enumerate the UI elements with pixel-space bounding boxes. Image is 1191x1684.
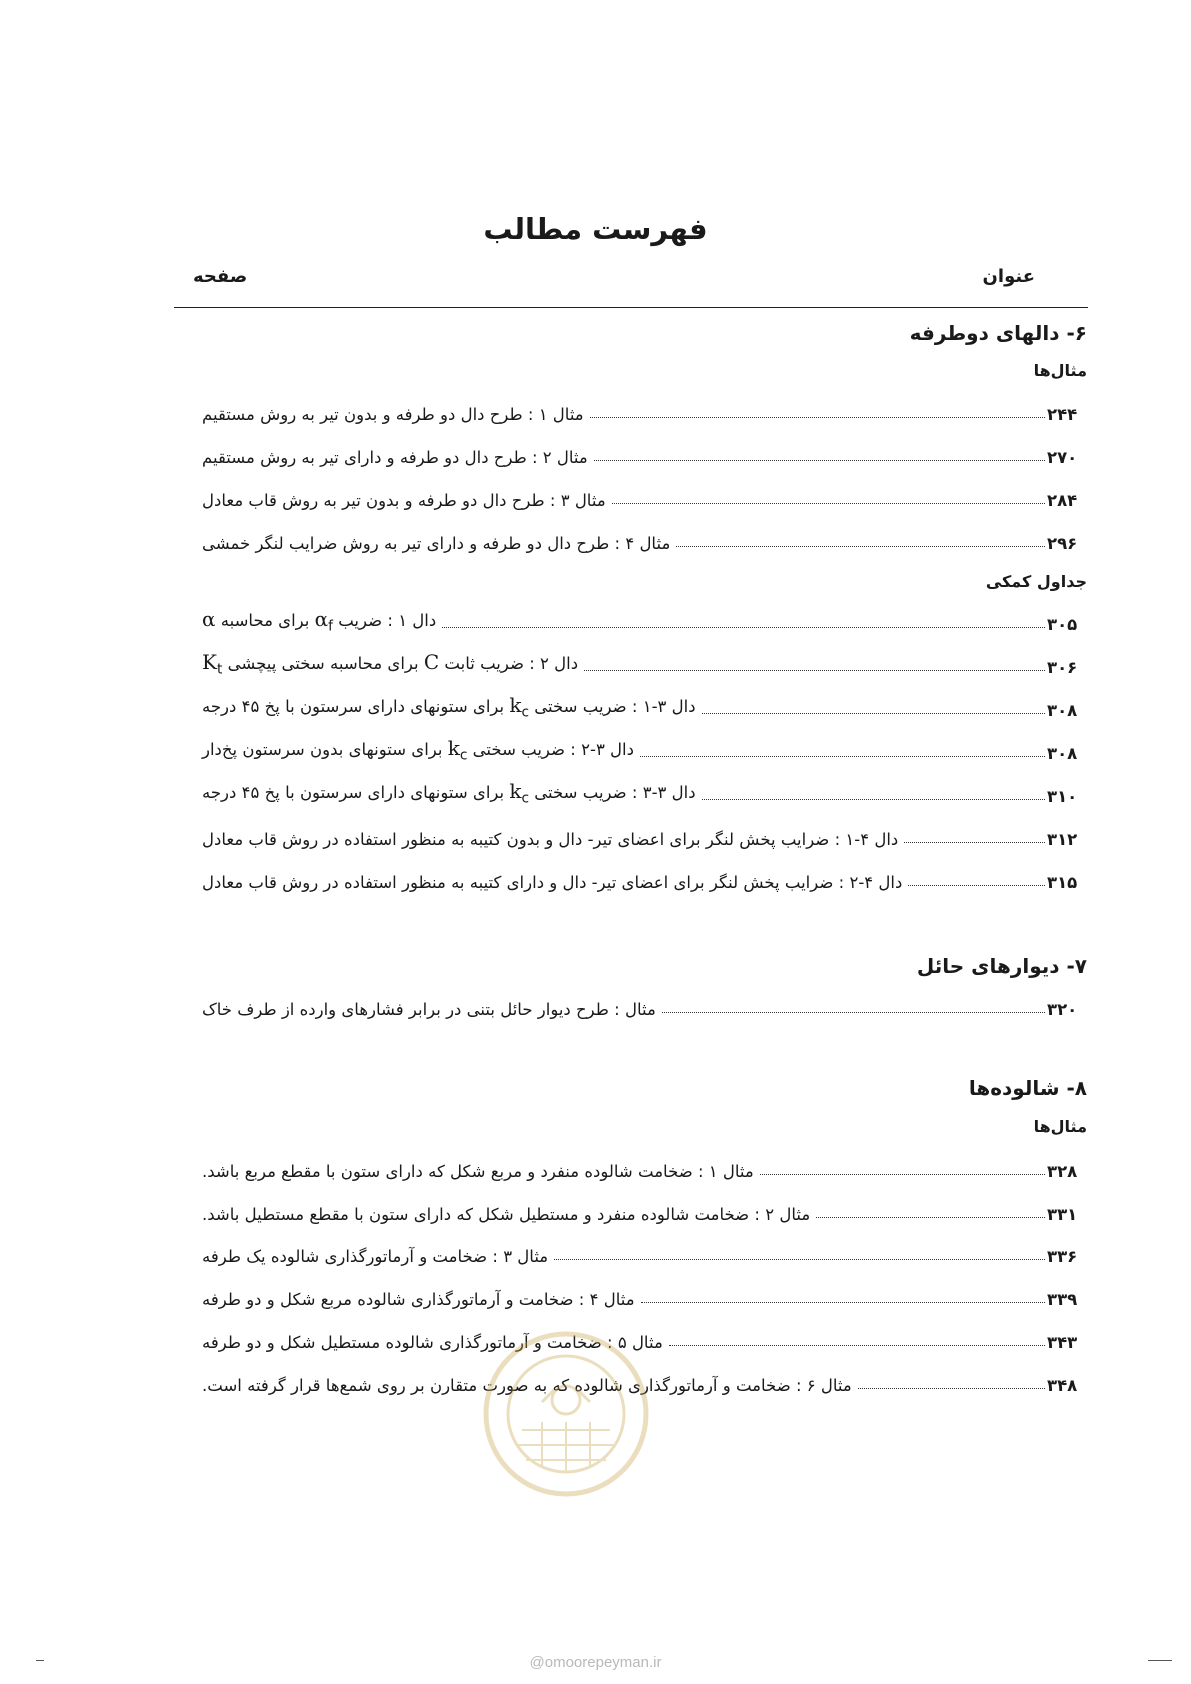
entry-title: مثال ۳ : طرح دال دو طرفه و بدون تیر به روش قاب معادل: [202, 491, 606, 510]
entry-title: مثال ۲ : طرح دال دو طرفه و دارای تیر به روش مستقیم: [202, 448, 588, 467]
dot-leader: [554, 1259, 1045, 1260]
seal-grid: [518, 1422, 614, 1472]
dot-leader: [612, 503, 1045, 504]
toc-entry[interactable]: [200, 776, 1087, 806]
dot-leader: [442, 627, 1045, 628]
column-header-page: صفحه: [193, 266, 248, 287]
entry-title: مثال ۲ : ضخامت شالوده منفرد و مستطیل شکل که دارای ستون با مقطع مستطیل باشد.: [202, 1205, 811, 1224]
toc-entry[interactable]: [200, 647, 1087, 677]
header-divider: [174, 307, 1088, 308]
kt-symbol: K: [202, 649, 217, 674]
entry-page-number: ۳۰۸: [1047, 701, 1078, 720]
entry-title: مثال ۱ : طرح دال دو طرفه و بدون تیر به روش مستقیم: [202, 405, 584, 424]
entry-title: مثال ۴ : طرح دال دو طرفه و دارای تیر به روش ضرایب لنگر خمشی: [202, 534, 671, 553]
entry-title: دال ۲ : ضریب ثابت C برای محاسبه سختی پیچشی $K_t$: [202, 649, 579, 677]
entry-page-number: ۲۸۴: [1047, 491, 1078, 510]
toc-entry[interactable]: [200, 819, 1087, 849]
dot-leader: [584, 670, 1045, 671]
toc-entry[interactable]: [200, 480, 1087, 510]
kc-symbol: k: [509, 692, 522, 717]
entry-title: مثال ۵ : ضخامت و آرماتورگذاری شالوده مستطیل شکل و دو طرفه: [202, 1333, 663, 1352]
toc-entry[interactable]: [200, 394, 1087, 424]
entry-page-number: ۳۲۸: [1047, 1162, 1078, 1181]
entry-page-number: ۳۱۵: [1047, 873, 1078, 892]
subsection-heading-aux-tables: جداول کمکی: [985, 572, 1087, 591]
subsection-heading-examples: مثال‌ها: [1033, 361, 1087, 380]
dot-leader: [858, 1388, 1045, 1389]
entry-page-number: ۳۳۹: [1047, 1290, 1078, 1309]
entry-title: مثال : طرح دیوار حائل بتنی در برابر فشارهای وارده از طرف خاک: [202, 1000, 656, 1019]
c-symbol: C: [423, 649, 440, 674]
toc-entry[interactable]: [200, 1322, 1087, 1352]
watermark-seal-icon: [482, 1330, 650, 1498]
chapter-heading-8: ۸- شالوده‌ها: [968, 1076, 1087, 1100]
dot-leader: [669, 1345, 1045, 1346]
toc-entry[interactable]: [200, 1194, 1087, 1224]
entry-page-number: ۳۰۸: [1047, 744, 1078, 763]
dot-leader: [641, 1302, 1045, 1303]
dot-leader: [662, 1012, 1045, 1013]
toc-entry[interactable]: [200, 862, 1087, 892]
entry-page-number: ۲۹۶: [1047, 534, 1078, 553]
watermark-url: @omoorepeyman.ir: [529, 1654, 662, 1671]
toc-entry[interactable]: [200, 1236, 1087, 1266]
entry-page-number: ۳۰۶: [1047, 658, 1078, 677]
entry-page-number: ۳۲۰: [1047, 1000, 1078, 1019]
entry-title: دال ۳-۱ : ضریب سختی $k_c$ برای ستونهای دارای سرستون با پخ ۴۵ درجه: [202, 692, 696, 720]
alpha-symbol: α: [314, 606, 329, 631]
scan-edge-mark: [36, 1660, 44, 1661]
entry-page-number: ۳۰۵: [1047, 615, 1078, 634]
entry-page-number: ۳۱۰: [1047, 787, 1078, 806]
dot-leader: [702, 799, 1045, 800]
chapter-heading-6: ۶- دالهای دوطرفه: [909, 321, 1087, 345]
toc-entry[interactable]: [200, 690, 1087, 720]
toc-entry[interactable]: [200, 1151, 1087, 1181]
dot-leader: [590, 417, 1045, 418]
entry-title: مثال ۳ : ضخامت و آرماتورگذاری شالوده یک طرفه: [202, 1247, 549, 1266]
dot-leader: [908, 885, 1045, 886]
dot-leader: [816, 1217, 1045, 1218]
page-title: فهرست مطالب: [483, 212, 708, 246]
seal-outer-ring: [486, 1334, 646, 1494]
entry-title: مثال ۱ : ضخامت شالوده منفرد و مربع شکل که دارای ستون با مقطع مربع باشد.: [202, 1162, 754, 1181]
dot-leader: [676, 546, 1045, 547]
entry-title: دال ۴-۲ : ضرایب پخش لنگر برای اعضای تیر- دال و دارای کتیبه به منظور استفاده در روش قاب معادل: [202, 873, 903, 892]
column-header-title: عنوان: [982, 266, 1035, 287]
entry-title: دال ۳-۲ : ضریب سختی $k_c$ برای ستونهای بدون سرستون پخ‌دار: [202, 735, 634, 763]
kc-symbol: k: [509, 778, 522, 803]
dot-leader: [702, 713, 1045, 714]
entry-page-number: ۳۳۶: [1047, 1247, 1078, 1266]
entry-page-number: ۳۳۱: [1047, 1205, 1078, 1224]
dot-leader: [640, 756, 1045, 757]
entry-page-number: ۳۱۲: [1047, 830, 1078, 849]
entry-page-number: ۳۴۳: [1047, 1333, 1078, 1352]
toc-entry[interactable]: [200, 523, 1087, 553]
toc-entry[interactable]: [200, 437, 1087, 467]
toc-entry[interactable]: [200, 1365, 1087, 1395]
dot-leader: [594, 460, 1045, 461]
subsection-heading-examples: مثال‌ها: [1033, 1117, 1087, 1136]
toc-entry[interactable]: [200, 604, 1087, 634]
entry-page-number: ۳۴۸: [1047, 1376, 1078, 1395]
entry-title: دال ۳-۳ : ضریب سختی $k_c$ برای ستونهای دارای سرستون با پخ ۴۵ درجه: [202, 778, 696, 806]
entry-title: مثال ۶ : ضخامت و آرماتورگذاری شالوده که به صورت متقارن بر روی شمع‌ها قرار گرفته است.: [202, 1376, 852, 1395]
alpha-symbol: α: [202, 606, 216, 631]
entry-title: مثال ۴ : ضخامت و آرماتورگذاری شالوده مربع شکل و دو طرفه: [202, 1290, 635, 1309]
entry-page-number: ۲۷۰: [1047, 448, 1078, 467]
scan-edge-mark: [1148, 1660, 1172, 1661]
toc-entry[interactable]: [200, 733, 1087, 763]
entry-title: دال ۴-۱ : ضرایب پخش لنگر برای اعضای تیر- دال و بدون کتیبه به منظور استفاده در روش قاب معادل: [202, 830, 899, 849]
kc-symbol: k: [447, 735, 460, 760]
dot-leader: [904, 842, 1045, 843]
toc-entry[interactable]: [200, 1279, 1087, 1309]
entry-page-number: ۲۴۴: [1047, 405, 1078, 424]
dot-leader: [760, 1174, 1045, 1175]
chapter-heading-7: ۷- دیوارهای حائل: [916, 954, 1087, 978]
entry-title: دال ۱ : ضریب $\alpha_f$ برای محاسبه α: [202, 606, 437, 634]
toc-entry[interactable]: [200, 989, 1087, 1019]
